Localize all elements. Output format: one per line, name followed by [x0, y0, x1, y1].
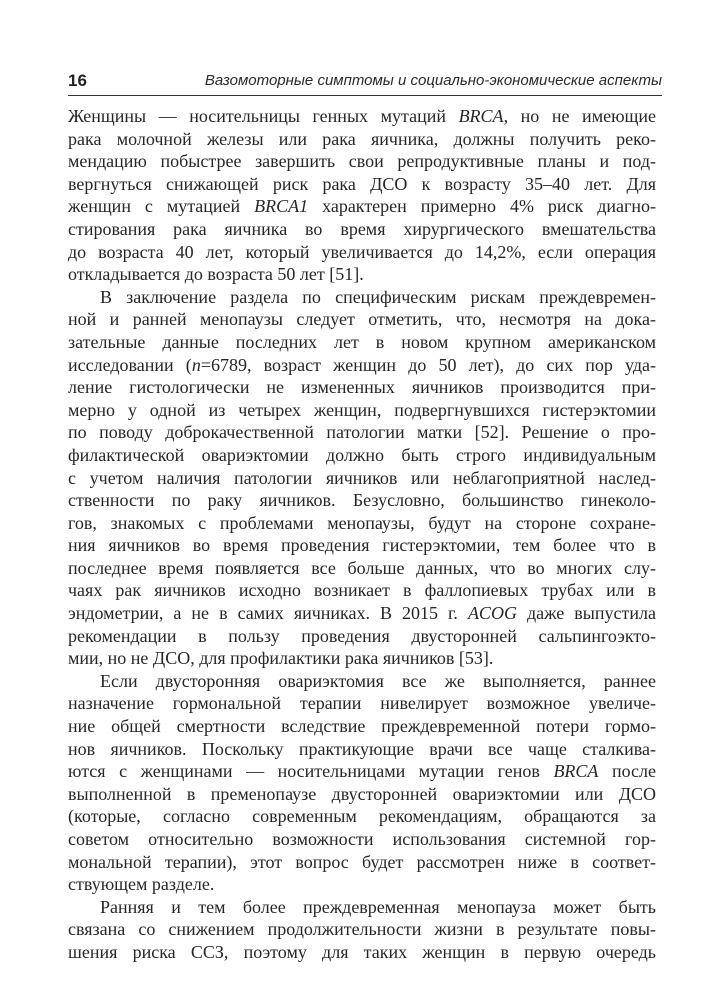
text-line: мии, но не ДСО, для профилактики рака яичников [53].: [68, 648, 494, 669]
text-line: Ранняя и тем более преждевременная менопауза может быть: [100, 896, 656, 917]
text-line: советом относительно возможности использования системной гор-: [68, 829, 656, 849]
text-line: чаях рак яичников исходно возникает в фаллопиевых трубах или в: [68, 580, 656, 601]
text-line: рекомендации в пользу проведения двусторонней сальпингоэкто-: [68, 625, 656, 646]
text-line: Если двусторонняя овариэктомия все же выполняется, раннее: [100, 670, 656, 691]
text-line: рака молочной железы или рака яичника, должны получить реко-: [68, 128, 656, 149]
text-line: женщин с мутацией BRCA1 характерен примерно 4% риск диагно-: [68, 196, 656, 217]
running-header: [68, 69, 662, 96]
paragraph-1: [68, 105, 656, 286]
text-line: гов, знакомых с проблемами менопаузы, будут на стороне сохране-: [68, 512, 656, 533]
text-line: ния яичников во время проведения гистерэктомии, тем более что в: [68, 535, 656, 556]
text-line: нов яичников. Поскольку практикующие врачи все чаще сталкива-: [68, 738, 656, 759]
text-line: стирования рака яичника во время хирургического вмешательства: [68, 218, 656, 239]
text-line: зательные данные последних лет в новом крупном американском: [68, 331, 656, 352]
text-line: ной и ранней менопаузы следует отметить, что, несмотря на дока-: [68, 309, 656, 330]
text-line: последнее время появляется все больше данных, что во многих слу-: [68, 557, 656, 578]
text-line: исследовании (n=6789, возраст женщин до 50 лет), до сих пор уда-: [68, 354, 657, 375]
text-line: ние общей смертности вследствие преждевременной потери гормо-: [68, 716, 656, 737]
text-line: В заключение раздела по специфическим рискам преждевремен-: [100, 286, 656, 307]
text-line: ются с женщинами — носительницами мутации генов BRCA после: [68, 761, 656, 782]
paragraph-4: [68, 896, 656, 964]
gene-name: BRCA1: [254, 196, 309, 217]
text-line: эндометрии, а не в самих яичниках. В 2015 г. ACOG даже выпустила: [68, 603, 656, 624]
text-line: вергнуться снижающей риск рака ДСО к возрасту 35–40 лет. Для: [68, 173, 656, 194]
text-line: по поводу доброкачественной патологии матки [52]. Решение о про-: [68, 422, 656, 443]
text-line: откладывается до возраста 50 лет [51].: [68, 264, 364, 285]
text-line: мендацию побыстрее завершить свои репродуктивные планы и под-: [68, 151, 656, 172]
sample-size-symbol: n: [191, 354, 201, 375]
text-line: ление гистологически не измененных яичников производится при-: [68, 377, 656, 398]
page-number: 16: [68, 71, 87, 90]
paragraph-3: [68, 670, 656, 896]
text-line: ствующем разделе.: [68, 874, 215, 895]
body-text: [68, 105, 656, 964]
paragraph-2: [68, 286, 656, 670]
text-line: Женщины — носительницы генных мутаций BRCA, но не имеющие: [68, 106, 656, 126]
organization-name: ACOG: [467, 603, 517, 624]
text-line: назначение гормональной терапии нивелирует возможное увеличе-: [68, 693, 656, 714]
gene-name: BRCA: [458, 106, 504, 126]
gene-name: BRCA: [553, 761, 599, 782]
text-line: филактической овариэктомии должно быть строго индивидуальным: [68, 444, 656, 465]
text-line: (которые, согласно современным рекомендациям, обращаются за: [68, 806, 656, 827]
text-line: связана со снижением продолжительности жизни в результате повы-: [68, 919, 656, 940]
running-title: Вазомоторные симптомы и социально-экономические аспекты: [204, 72, 662, 89]
text-line: выполненной в пременопаузе двусторонней овариэктомии или ДСО: [68, 783, 656, 804]
text-line: мональной терапии), этот вопрос будет рассмотрен ниже в соответ-: [68, 851, 656, 872]
text-line: с учетом наличия патологии яичников или неблагоприятной наслед-: [68, 467, 656, 488]
text-line: шения риска ССЗ, поэтому для таких женщин в первую очередь: [68, 941, 656, 962]
text-line: до возраста 40 лет, который увеличивается до 14,2%, если операция: [68, 241, 656, 262]
text-line: ственности по раку яичников. Безусловно, большинство гинеколо-: [68, 490, 656, 511]
text-line: мерно у одной из четырех женщин, подвергнувшихся гистерэктомии: [68, 399, 656, 420]
